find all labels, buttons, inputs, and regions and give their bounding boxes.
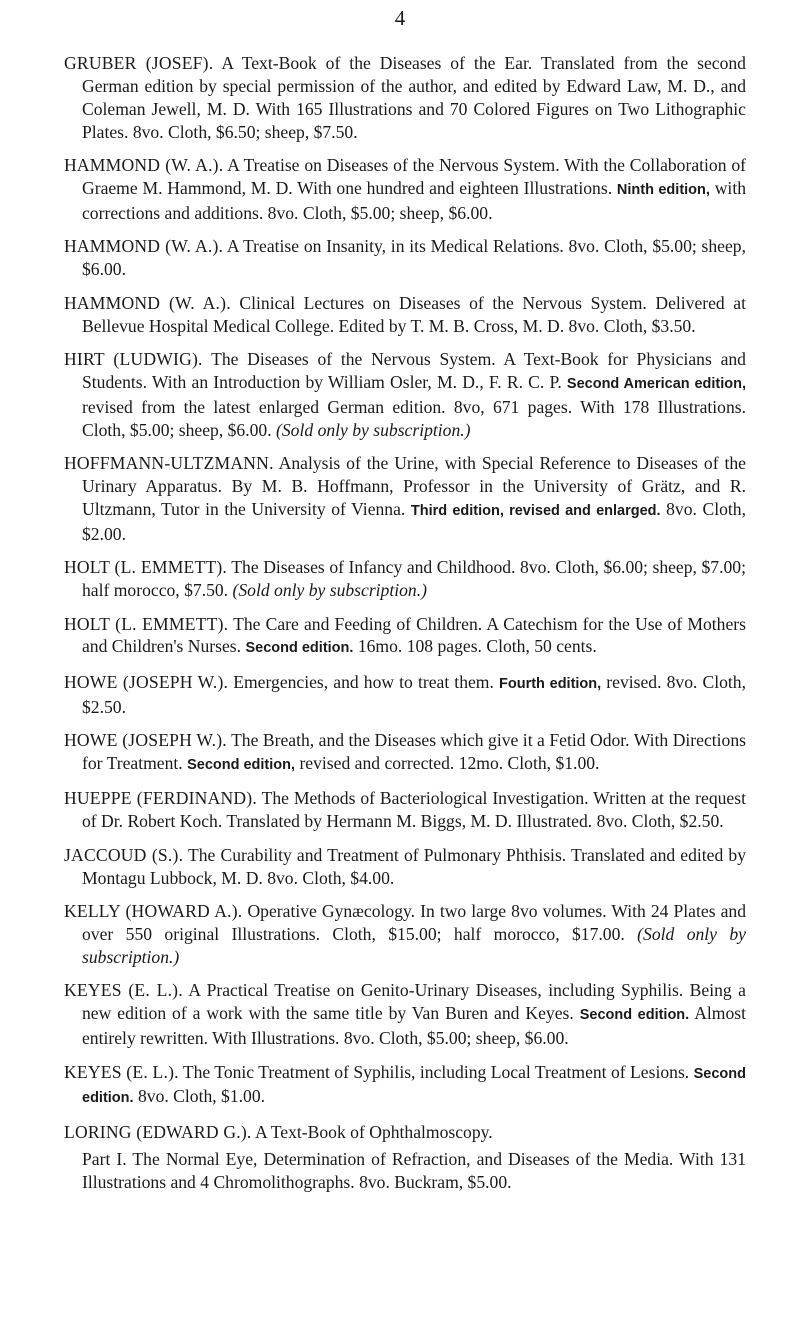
entry-text: A Treatise on Insanity, in its Medical Relations. 8vo. Cloth, $5.00; sheep, $6.00.: [82, 236, 746, 280]
entry-details: 16mo. 108 pages. Cloth, 50 cents.: [357, 636, 597, 657]
entry-author: HIRT (LUDWIG).: [64, 348, 203, 369]
catalog-entry: [64, 613, 746, 661]
entry-edition: Second edition,: [187, 757, 296, 774]
entry-author: HOLT (L. EMMETT).: [64, 613, 229, 634]
entry-details: revised from the latest enlarged German edition. 8vo, 671 pages. With 178 Illustrations. Cloth, $5.00; sheep, $6.00.: [82, 396, 746, 440]
entry-text: A Treatise on Diseases of the Nervous System. With the Collaboration of Graeme M. Hammond, M. D. With one hundred and eighteen Illustrations.: [82, 155, 747, 199]
entry-author: HUEPPE (FERDINAND).: [64, 788, 257, 809]
entry-edition: Second edition.: [82, 1065, 746, 1107]
catalog-entry: [64, 844, 746, 890]
entry-text: The Diseases of Infancy and Childhood. 8vo. Cloth, $6.00; sheep, $7.00; half morocco, $7.50.: [82, 557, 746, 601]
entry-edition: Second American edition,: [566, 375, 746, 392]
entry-note: (Sold only by subscription.): [232, 580, 427, 601]
entry-note: (Sold only by subscription.): [82, 924, 746, 967]
entry-text: A Text-Book of the Diseases of the Ear. Translated from the second German edition by special permission of the author, and edited by Edward Law, M. D., and Coleman Jewell, M. D. With 165 Illustrations and 70 Colored Figures on Two Lithographic Plates. 8vo. Cloth, $6.50; sheep, $7.50.: [82, 53, 746, 142]
entry-details: 8vo. Cloth, $1.00.: [137, 1086, 266, 1107]
entry-details: 8vo. Cloth, $2.00.: [82, 498, 746, 544]
catalog-entry: [64, 235, 746, 281]
entry-text: Analysis of the Urine, with Special Reference to Diseases of the Urinary Apparatus. By M. B. Hoffmann, Professor in the University of Grätz, and R. Ultzmann, Tutor in the University of Vienna.: [82, 453, 746, 519]
entry-author: GRUBER (JOSEF).: [64, 53, 214, 73]
entry-author: HOWE (JOSEPH W.).: [64, 671, 229, 692]
entry-edition: Ninth edition,: [616, 182, 710, 199]
entry-edition: Fourth edition,: [499, 675, 602, 692]
entry-author: HAMMOND (W. A.).: [64, 292, 231, 313]
entry-author: HOLT (L. EMMETT).: [64, 557, 228, 578]
catalog-entry: [64, 52, 746, 144]
entry-author: KEYES (E. L.).: [64, 1061, 179, 1082]
entry-text: The Methods of Bacteriological Investigation. Written at the request of Dr. Robert Koch. Translated by Hermann M. Biggs, M. D. Illustrated. 8vo. Cloth, $2.50.: [82, 788, 746, 832]
entry-edition: Second edition.: [245, 640, 354, 657]
entry-author: HAMMOND (W. A.).: [64, 236, 224, 257]
catalog-entry: [64, 1061, 746, 1111]
catalog-entry: [64, 729, 746, 777]
entry-text: A Practical Treatise on Genito-Urinary Diseases, including Syphilis. Being a new edition of a work with the same title by Van Buren and Keyes.: [82, 980, 746, 1024]
entry-note: (Sold only by subscription.): [276, 419, 471, 440]
entry-text: Clinical Lectures on Diseases of the Nervous System. Delivered at Bellevue Hospital Medical College. Edited by T. M. B. Cross, M. D. 8vo. Cloth, $3.50.: [82, 292, 746, 336]
catalog-entry: [64, 292, 746, 338]
entry-author: KELLY (HOWARD A.).: [64, 901, 243, 922]
entry-edition: Second edition.: [579, 1007, 690, 1024]
entry-author: HOWE (JOSEPH W.).: [64, 730, 227, 751]
entry-details: revised and corrected. 12mo. Cloth, $1.00.: [299, 753, 600, 774]
entry-text: The Breath, and the Diseases which give it a Fetid Odor. With Directions for Treatment.: [82, 730, 746, 774]
entry-author: KEYES (E. L.).: [64, 980, 183, 1001]
entry-details: with corrections and additions. 8vo. Cloth, $5.00; sheep, $6.00.: [82, 178, 746, 223]
entry-text: A Text-Book of Ophthalmoscopy.: [254, 1121, 493, 1142]
entry-details: revised. 8vo. Cloth, $2.50.: [82, 671, 746, 717]
entry-text: The Curability and Treatment of Pulmonary Phthisis. Translated and edited by Montagu Lubbock, M. D. 8vo. Cloth, $4.00.: [82, 844, 746, 888]
page-number: 4: [394, 6, 406, 30]
entry-text: Emergencies, and how to treat them.: [233, 671, 494, 692]
entry-author: LORING (EDWARD G.).: [64, 1121, 252, 1142]
entry-text: Operative Gynæcology. In two large 8vo volumes. With 24 Plates and over 550 original Illustrations. Cloth, $15.00; half morocco, $17.00.: [82, 901, 746, 944]
entry-text: The Tonic Treatment of Syphilis, including Local Treatment of Lesions.: [182, 1061, 690, 1082]
catalog-entry: [64, 979, 746, 1050]
catalog-entry-part: Part I. The Normal Eye, Determination of Refraction, and Diseases of the Media. With 131 Illustrations and 4 Chromolithographs. 8vo. Buckram, $5.00.: [82, 1148, 746, 1192]
entry-author: JACCOUD (S.).: [64, 844, 184, 865]
catalog-entry: [64, 787, 746, 833]
catalog-entry: [64, 671, 746, 719]
catalog-entry: [64, 900, 746, 969]
entry-text: The Diseases of the Nervous System. A Text-Book for Physicians and Students. With an Introduction by William Osler, M. D., F. R. C. P.: [82, 348, 746, 392]
catalog-entry: [64, 452, 746, 546]
catalog-entry: [64, 348, 746, 442]
entry-edition: Third edition, revised and enlarged.: [410, 502, 661, 519]
catalog-entry: [64, 556, 746, 602]
entry-author: HAMMOND (W. A.).: [64, 155, 224, 176]
entry-text: The Care and Feeding of Children. A Catechism for the Use of Mothers and Children's Nurses.: [82, 613, 746, 657]
catalog-entry: [64, 154, 746, 225]
catalog-entries: [64, 52, 746, 1194]
entry-details: Almost entirely rewritten. With Illustrations. 8vo. Cloth, $5.00; sheep, $6.00.: [82, 1003, 746, 1049]
catalog-entry: [64, 1121, 746, 1144]
entry-author: HOFFMANN-ULTZMANN.: [64, 453, 274, 474]
